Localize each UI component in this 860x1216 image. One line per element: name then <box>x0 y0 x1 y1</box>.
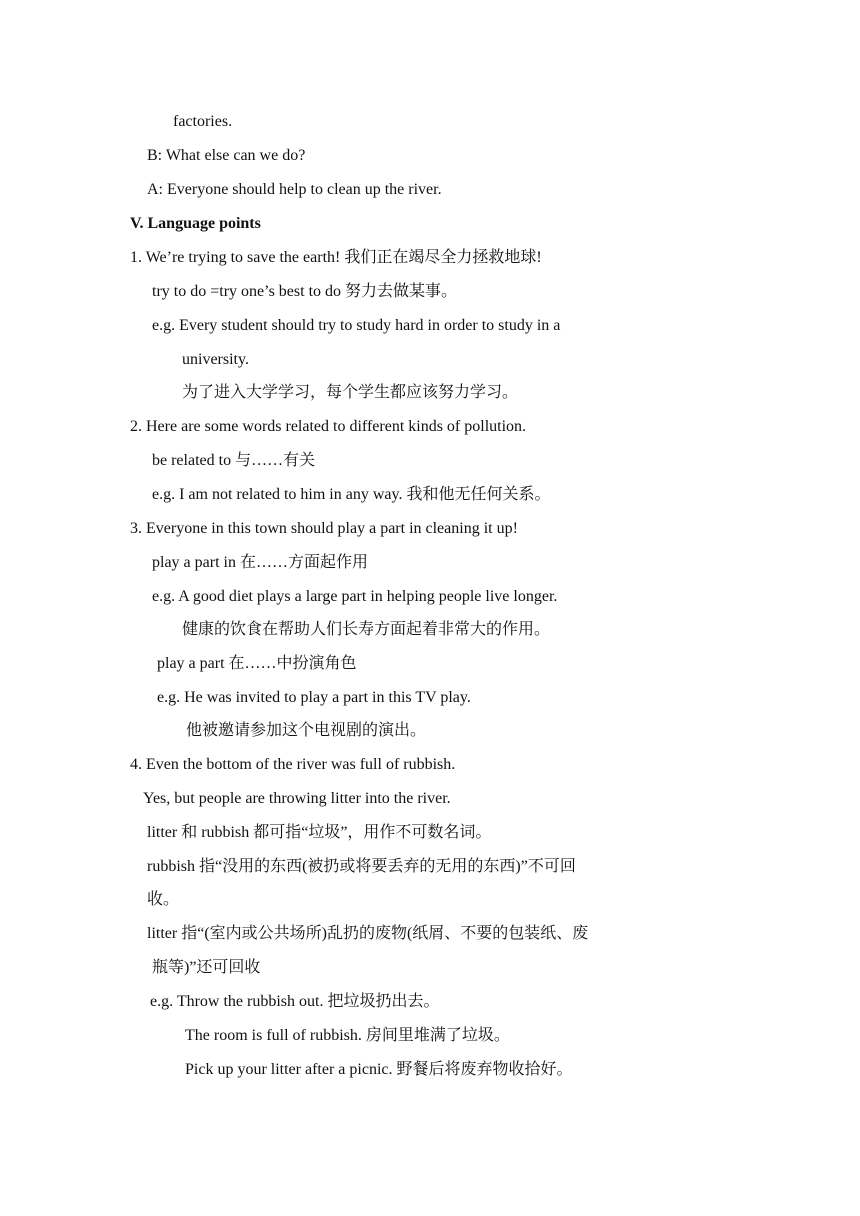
text-line: try to do =try one’s best to do 努力去做某事。 <box>152 283 458 300</box>
text-line: 1. We’re trying to save the earth! 我们正在竭尽全力拯救地球! <box>130 249 542 266</box>
text-line: 3. Everyone in this town should play a part in cleaning it up! <box>130 520 518 537</box>
text-line: be related to 与……有关 <box>152 452 316 469</box>
text-line: 他被邀请参加这个电视剧的演出。 <box>186 722 427 739</box>
text-line: A: Everyone should help to clean up the river. <box>147 181 442 198</box>
text-line: 收。 <box>147 891 180 908</box>
text-line: e.g. Every student should try to study hard in order to study in a <box>152 317 561 334</box>
text-line: The room is full of rubbish. 房间里堆满了垃圾。 <box>185 1027 510 1044</box>
text-line: play a part 在……中扮演角色 <box>157 655 357 672</box>
text-line: e.g. He was invited to play a part in this TV play. <box>157 689 471 706</box>
text-line: litter 和 rubbish 都可指“垃圾”，用作不可数名词。 <box>147 824 492 841</box>
text-line: 健康的饮食在帮助人们长寿方面起着非常大的作用。 <box>182 621 551 638</box>
text-line: 瓶等)”还可回收 <box>152 959 261 976</box>
text-line: factories. <box>173 113 233 130</box>
text-line: e.g. A good diet plays a large part in helping people live longer. <box>152 588 558 605</box>
text-line: play a part in 在……方面起作用 <box>152 554 368 571</box>
text-line: litter 指“(室内或公共场所)乱扔的废物(纸屑、不要的包装纸、废 <box>147 925 589 942</box>
text-line: 4. Even the bottom of the river was full of rubbish. <box>130 756 456 773</box>
text-line: rubbish 指“没用的东西(被扔或将要丢弃的无用的东西)”不可回 <box>147 858 576 875</box>
text-line: B: What else can we do? <box>147 147 306 164</box>
text-line: Pick up your litter after a picnic. 野餐后将废弃物收拾好。 <box>185 1061 573 1078</box>
text-line: e.g. Throw the rubbish out. 把垃圾扔出去。 <box>150 993 440 1010</box>
text-line: 2. Here are some words related to different kinds of pollution. <box>130 418 527 435</box>
text-line: Yes, but people are throwing litter into the river. <box>143 790 451 807</box>
text-line: 为了进入大学学习，每个学生都应该努力学习。 <box>182 384 519 401</box>
section-heading: V. Language points <box>130 215 261 232</box>
text-line: university. <box>182 351 249 368</box>
text-line: e.g. I am not related to him in any way. 我和他无任何关系。 <box>152 486 551 503</box>
